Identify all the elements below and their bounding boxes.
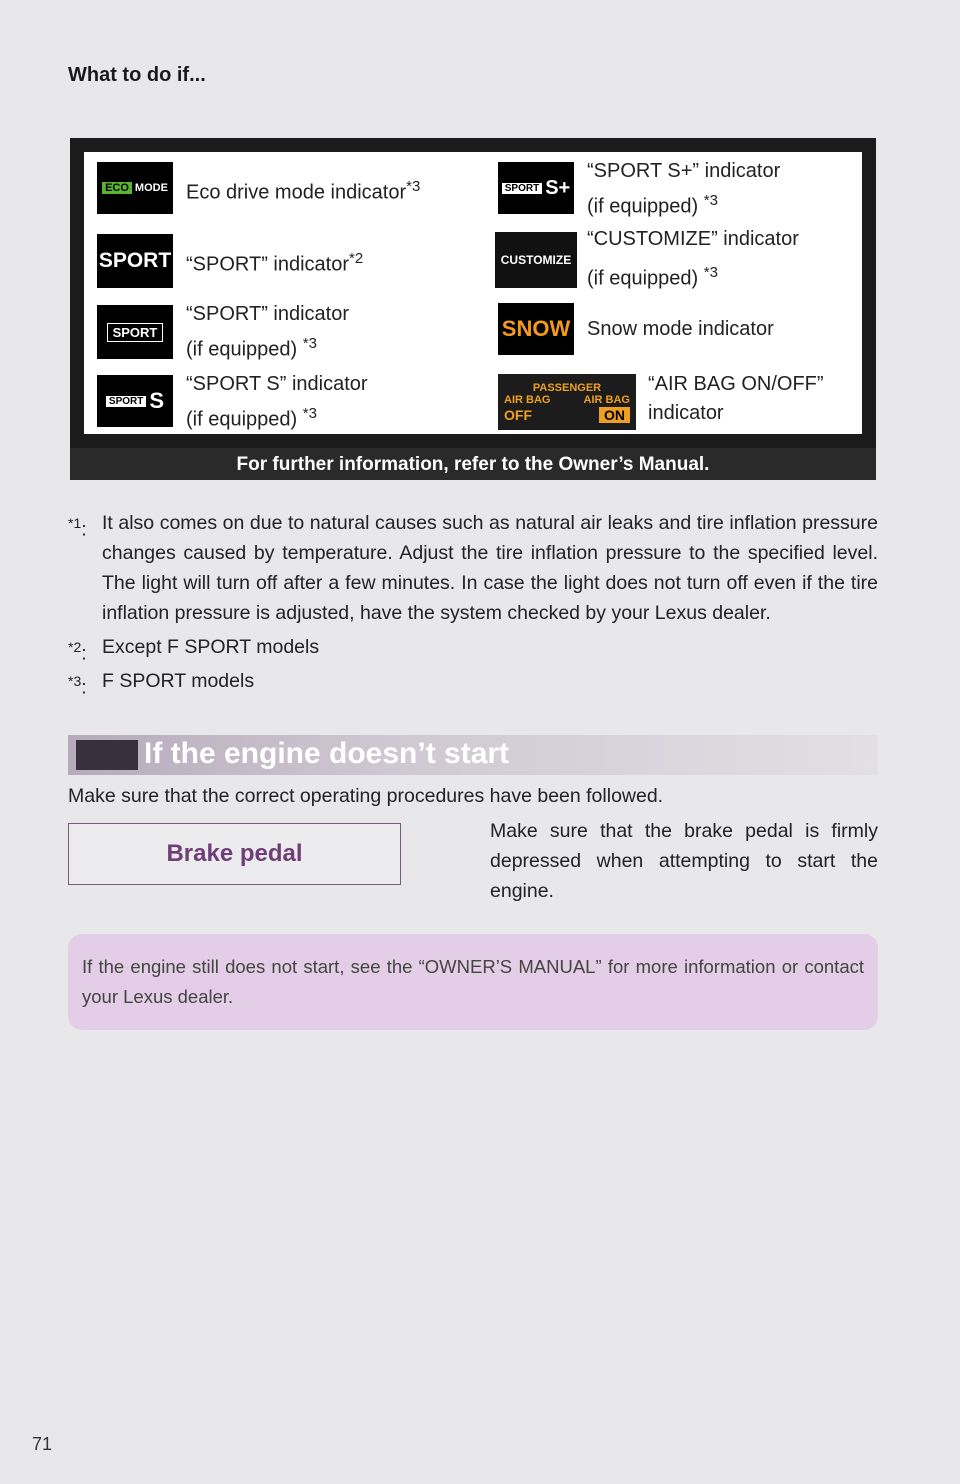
section-title: If the engine doesn’t start xyxy=(144,737,510,770)
section-swatch xyxy=(76,740,138,770)
customize-indicator-label: “CUSTOMIZE” indicator (if equipped) $^{*3}$ xyxy=(587,228,799,290)
indicator-panel-footer: For further information, refer to the Owner’s Manual. xyxy=(70,448,876,480)
info-text: If the engine still does not start, see the “OWNER’S MANUAL” for more information or contact your Lexus dealer. xyxy=(82,956,864,1007)
eco-indicator-label: Eco drive mode indicator$^{*3}$ xyxy=(186,178,421,204)
page-header: What to do if... xyxy=(68,64,206,86)
info-box xyxy=(68,934,878,1030)
sport-icon: SPORT xyxy=(97,234,173,288)
indicator-grid xyxy=(84,152,862,434)
footnote-2: $^{*2}$: Except F SPORT models xyxy=(68,636,320,665)
sport-s-indicator-label: “SPORT S” indicator (if equipped) $^{*3}$ xyxy=(186,373,368,431)
page-number: 71 xyxy=(32,1434,53,1454)
sport-f-icon: SPORT xyxy=(97,305,173,359)
airbag-indicator-label: “AIR BAG ON/OFF” indicator xyxy=(648,373,824,424)
indicator-panel xyxy=(70,138,876,480)
sport-f-indicator-label: “SPORT” indicator (if equipped) $^{*3}$ xyxy=(186,303,350,361)
sport-s-plus-indicator-label: “SPORT S+” indicator (if equipped) $^{*3}$ xyxy=(587,160,781,218)
footnotes xyxy=(68,508,878,700)
brake-pedal-label: Brake pedal xyxy=(68,823,401,885)
footnote-3: $^{*3}$: F SPORT models xyxy=(68,670,255,699)
snow-mode-icon: SNOW xyxy=(498,303,574,355)
sport-s-icon: SPORT S xyxy=(97,375,173,427)
airbag-on-off-icon: PASSENGER AIR BAG AIR BAG OFF ON xyxy=(498,374,636,430)
footnote-1: $^{*1}$: It also comes on due to natural causes such as natural air leaks and tire inflation pressure changes caused by temperature. Adjust the tire inflation pressure to the specified level. The light will turn off after a few minutes. In case the light does not turn off even if the tire inflation pressure is adjusted, have the system checked by your Lexus dealer. xyxy=(68,512,878,624)
brake-pedal-description: Make sure that the brake pedal is firmly depressed when attempting to start the engine. xyxy=(490,820,878,902)
sport-s-plus-icon: SPORT S+ xyxy=(498,162,574,214)
snow-indicator-label: Snow mode indicator xyxy=(587,318,774,340)
section-intro: Make sure that the correct operating procedures have been followed. xyxy=(68,785,664,807)
section-heading xyxy=(68,735,878,775)
eco-mode-icon: ECO MODE xyxy=(97,162,173,214)
sport-indicator-label: “SPORT” indicator$^{*2}$ xyxy=(186,250,364,276)
customize-icon: CUSTOMIZE xyxy=(495,232,577,288)
